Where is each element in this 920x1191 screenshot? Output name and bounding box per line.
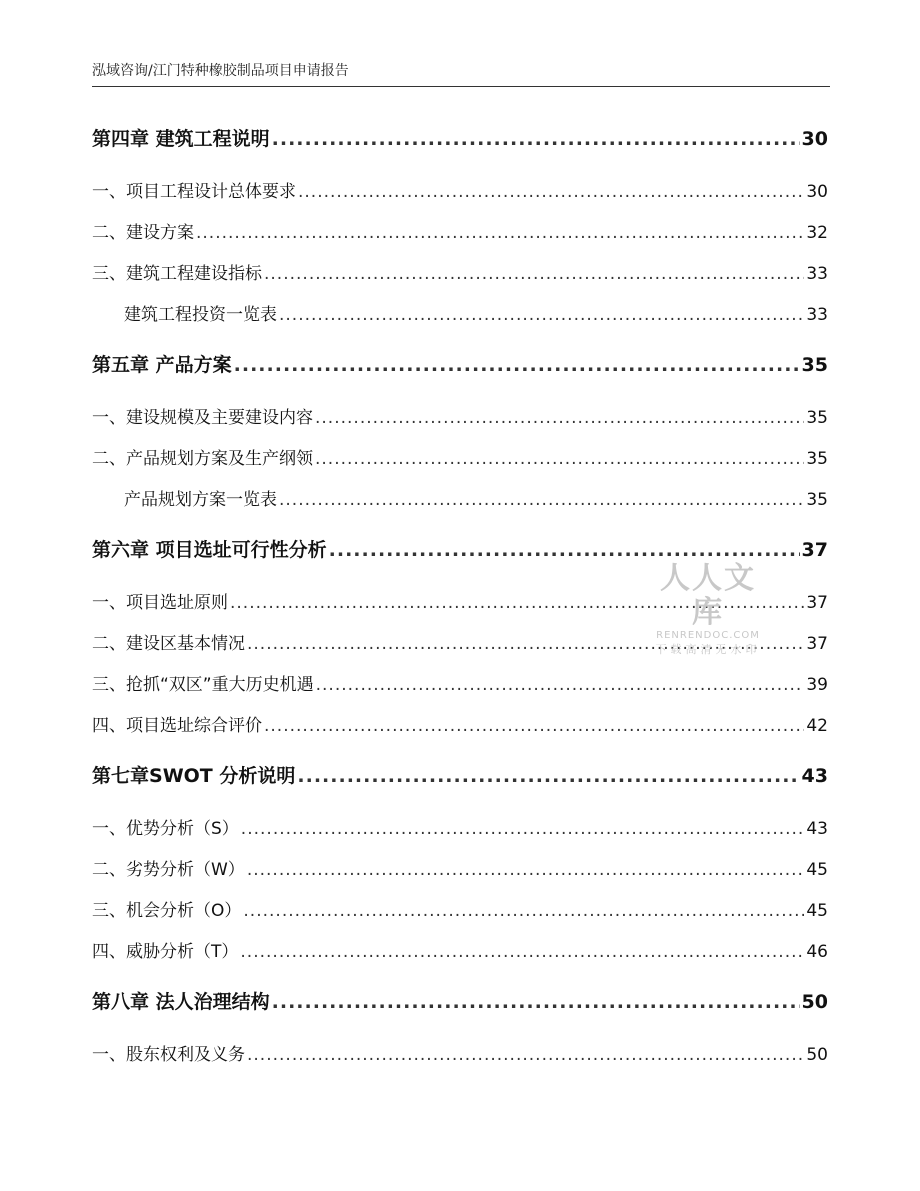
header-divider: [92, 86, 830, 87]
toc-title: 产品规划方案及生产纲领: [126, 449, 313, 469]
toc-dot-leader: [196, 223, 804, 243]
toc-page-number: 32: [806, 223, 828, 243]
toc-title: 威胁分析（T）: [126, 942, 239, 962]
toc-page-number: 42: [806, 716, 828, 736]
toc-prefix: 四、: [92, 942, 126, 962]
watermark: [646, 562, 770, 658]
toc-dot-leader: [279, 305, 804, 325]
toc-section-row[interactable]: [92, 259, 828, 284]
toc-prefix: 一、: [92, 593, 126, 613]
toc-dot-leader: [272, 128, 800, 150]
toc-page-number: 35: [806, 408, 828, 428]
toc-dot-leader: [234, 354, 800, 376]
watermark-tagline: 下载高清无水印: [655, 643, 761, 656]
toc-dot-leader: [315, 408, 804, 428]
toc-page-number: 50: [806, 1045, 828, 1065]
toc-prefix: 二、: [92, 634, 126, 654]
toc-dot-leader: [272, 991, 800, 1013]
toc-section-row[interactable]: [92, 403, 828, 428]
toc-chapter-row[interactable]: [92, 124, 828, 151]
toc-title: 建设方案: [126, 223, 194, 243]
toc-title: 股东权利及义务: [126, 1045, 245, 1065]
toc-page-number: 35: [806, 490, 828, 510]
watermark-url: RENRENDOC.COM: [656, 630, 760, 641]
toc-prefix: 一、: [92, 408, 126, 428]
toc-title: 项目工程设计总体要求: [126, 182, 296, 202]
toc-page-number: 37: [806, 593, 828, 613]
toc-prefix: 第六章: [92, 539, 150, 561]
toc-dot-leader: [264, 716, 804, 736]
toc-page-number: 37: [806, 634, 828, 654]
toc-dot-leader: [329, 539, 800, 561]
toc-page-number: 30: [806, 182, 828, 202]
toc-table-row[interactable]: [92, 300, 828, 325]
toc-prefix: 第七章: [92, 765, 150, 787]
toc-prefix: 二、: [92, 449, 126, 469]
toc-chapter-row[interactable]: [92, 535, 828, 562]
toc-page-number: 33: [806, 264, 828, 284]
toc-title: 建筑工程说明: [155, 128, 270, 150]
toc-section-row[interactable]: [92, 855, 828, 880]
toc-title: 产品规划方案一览表: [124, 490, 277, 510]
toc-prefix: 一、: [92, 182, 126, 202]
toc-title: 项目选址可行性分析: [155, 539, 327, 561]
toc-page-number: 30: [801, 128, 828, 150]
toc-title: SWOT 分析说明: [149, 765, 296, 787]
toc-prefix: 三、: [92, 264, 126, 284]
toc-chapter-row[interactable]: [92, 350, 828, 377]
toc-prefix: 一、: [92, 819, 126, 839]
toc-dot-leader: [315, 449, 804, 469]
toc-dot-leader: [247, 860, 805, 880]
toc-page-number: 43: [806, 819, 828, 839]
toc-section-row[interactable]: [92, 937, 828, 962]
toc-title: 项目选址综合评价: [126, 716, 262, 736]
toc-chapter-row[interactable]: [92, 987, 828, 1014]
toc-page-number: 50: [801, 991, 828, 1013]
toc-chapter-row[interactable]: [92, 761, 828, 788]
toc-title: 建筑工程建设指标: [126, 264, 262, 284]
toc-dot-leader: [240, 942, 804, 962]
toc-page-number: 45: [806, 901, 828, 921]
toc-page-number: 35: [806, 449, 828, 469]
toc-page-number: 37: [801, 539, 828, 561]
toc-prefix: 第八章: [92, 991, 150, 1013]
toc-section-row[interactable]: [92, 896, 828, 921]
toc-section-row[interactable]: [92, 814, 828, 839]
toc-page-number: 46: [806, 942, 828, 962]
document-header: 泓域咨询/江门特种橡胶制品项目申请报告: [92, 63, 349, 79]
toc-prefix: 一、: [92, 1045, 126, 1065]
toc-prefix: 第五章: [92, 354, 150, 376]
toc-title: 建筑工程投资一览表: [124, 305, 277, 325]
toc-dot-leader: [247, 1045, 804, 1065]
toc-title: 项目选址原则: [126, 593, 228, 613]
toc-section-row[interactable]: [92, 1040, 828, 1065]
toc-prefix: 二、: [92, 860, 126, 880]
toc-title: 抢抓“双区”重大历史机遇: [126, 675, 314, 695]
toc-page-number: 39: [806, 675, 828, 695]
toc-page-number: 43: [801, 765, 828, 787]
toc-page-number: 45: [806, 860, 828, 880]
toc-dot-leader: [241, 819, 805, 839]
toc-prefix: 第四章: [92, 128, 150, 150]
toc-title: 产品方案: [155, 354, 232, 376]
toc-section-row[interactable]: [92, 711, 828, 736]
toc-section-row[interactable]: [92, 670, 828, 695]
toc-title: 建设规模及主要建设内容: [126, 408, 313, 428]
toc-page-number: 33: [806, 305, 828, 325]
toc-section-row[interactable]: [92, 177, 828, 202]
toc-prefix: 三、: [92, 675, 126, 695]
toc-title: 法人治理结构: [155, 991, 270, 1013]
toc-table-row[interactable]: [92, 485, 828, 510]
toc-prefix: 三、: [92, 901, 126, 921]
toc-title: 机会分析（O）: [126, 901, 242, 921]
toc-section-row[interactable]: [92, 218, 828, 243]
toc-dot-leader: [298, 182, 804, 202]
toc-dot-leader: [316, 675, 805, 695]
toc-page-number: 35: [801, 354, 828, 376]
toc-dot-leader: [243, 901, 804, 921]
toc-section-row[interactable]: [92, 444, 828, 469]
toc-dot-leader: [264, 264, 804, 284]
toc-dot-leader: [279, 490, 804, 510]
toc-title: 建设区基本情况: [126, 634, 245, 654]
toc-prefix: 四、: [92, 716, 126, 736]
toc-title: 劣势分析（W）: [126, 860, 245, 880]
toc-dot-leader: [297, 765, 799, 787]
watermark-title: 人人文库: [660, 561, 756, 630]
toc-prefix: 二、: [92, 223, 126, 243]
toc-title: 优势分析（S）: [126, 819, 239, 839]
